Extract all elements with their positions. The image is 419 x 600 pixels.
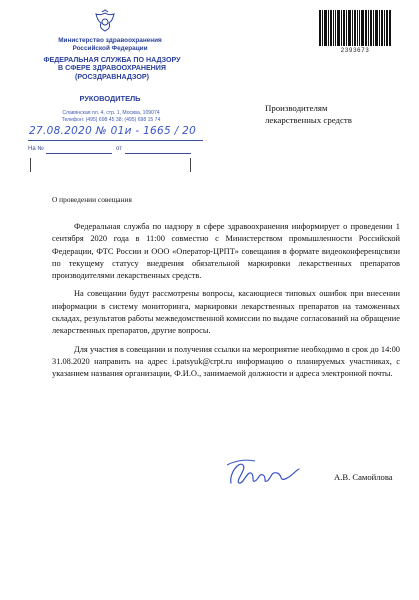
- body-paragraph: Для участия в совещании и получения ссылки на мероприятие необходимо в срок до 14:00 31.08.2020 направить на адрес i.patsyuk@crpt.ru информацию о планируемых участниках, с указанием названия организации, Ф.И.О., занимаемой должности и адреса электронной почты.: [52, 344, 400, 379]
- reference-line: [28, 140, 203, 141]
- addressee: Производителям лекарственных средств: [265, 103, 352, 125]
- agency-address: Славянская пл. 4, стр. 1, Москва, 109074 Телефон: (495) 698 45 38; (495) 698 15 74: [61, 110, 161, 123]
- reply-date-line: [125, 153, 191, 154]
- reply-from-label: от: [116, 146, 122, 152]
- handwritten-reference: 27.08.2020 № 01и - 1665 / 20: [29, 125, 197, 137]
- position-title: РУКОВОДИТЕЛЬ: [79, 94, 141, 103]
- reply-to-label: На №: [28, 146, 44, 152]
- body-paragraph: На совещании будут рассмотрены вопросы, касающиеся типовых ошибок при внесении информации в систему мониторинга, маркировки лекарственных препаратов на таможенных складах, результатов работы межведомственной комиссии по выдаче согласований на обращение лекарственных препаратов, другие вопросы.: [52, 289, 400, 336]
- bracket-right: [187, 158, 191, 172]
- letter-subject: О проведении совещания: [52, 195, 132, 204]
- signature-scribble: [225, 453, 303, 489]
- reply-number-line: [46, 153, 112, 154]
- ministry-name: Министерство здравоохранения Российской Федерации: [58, 37, 162, 52]
- barcode-number: 2393673: [340, 47, 370, 54]
- signer-name: А.В. Самойлова: [334, 472, 393, 482]
- body-paragraph: Федеральная служба по надзору в сфере здравоохранения информирует о проведении 1 сентября 2020 года в 11:00 совместно с Министерством промышленности Российской Федерации, ФТС России и ООО «Оператор-ЦРПТ» совещания в формате видеоконференцсвязи по текущему статусу внедрения обязательной маркировки лекарственных препаратов производителями лекарственных средств.: [52, 222, 400, 281]
- emblem-icon: [92, 9, 118, 35]
- letter-body: [52, 221, 400, 387]
- barcode-icon: [319, 10, 391, 46]
- agency-name: ФЕДЕРАЛЬНАЯ СЛУЖБА ПО НАДЗОРУ В СФЕРЕ ЗДРАВООХРАНЕНИЯ (РОСЗДРАВНАДЗОР): [43, 56, 181, 81]
- bracket-left: [30, 158, 34, 172]
